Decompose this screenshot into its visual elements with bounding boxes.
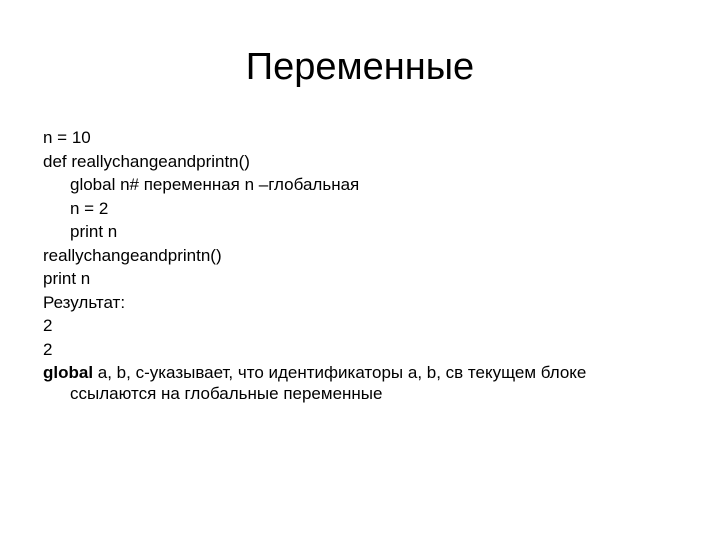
global-explanation <box>43 361 683 402</box>
result-label: Результат: <box>43 292 126 312</box>
global-explanation-continuation: ссылаются на глобальные переменные <box>70 383 383 403</box>
result-value: 2 <box>43 316 53 335</box>
slide-title: Переменные <box>245 46 475 88</box>
code-line: print n <box>70 222 118 241</box>
code-line: global n# переменная n –глобальная <box>70 175 360 194</box>
code-line: n = 10 <box>43 128 91 147</box>
code-line: n = 2 <box>70 198 109 218</box>
code-line: def reallychangeandprintn() <box>43 151 250 171</box>
code-line: print n <box>43 269 91 288</box>
slide-body <box>43 126 683 402</box>
global-explanation-text: a, b, c-указывает, что идентификаторы a, b, cв текущем блоке <box>93 363 587 382</box>
global-keyword: global <box>43 363 94 382</box>
result-value: 2 <box>43 339 53 359</box>
code-line: reallychangeandprintn() <box>43 245 222 265</box>
